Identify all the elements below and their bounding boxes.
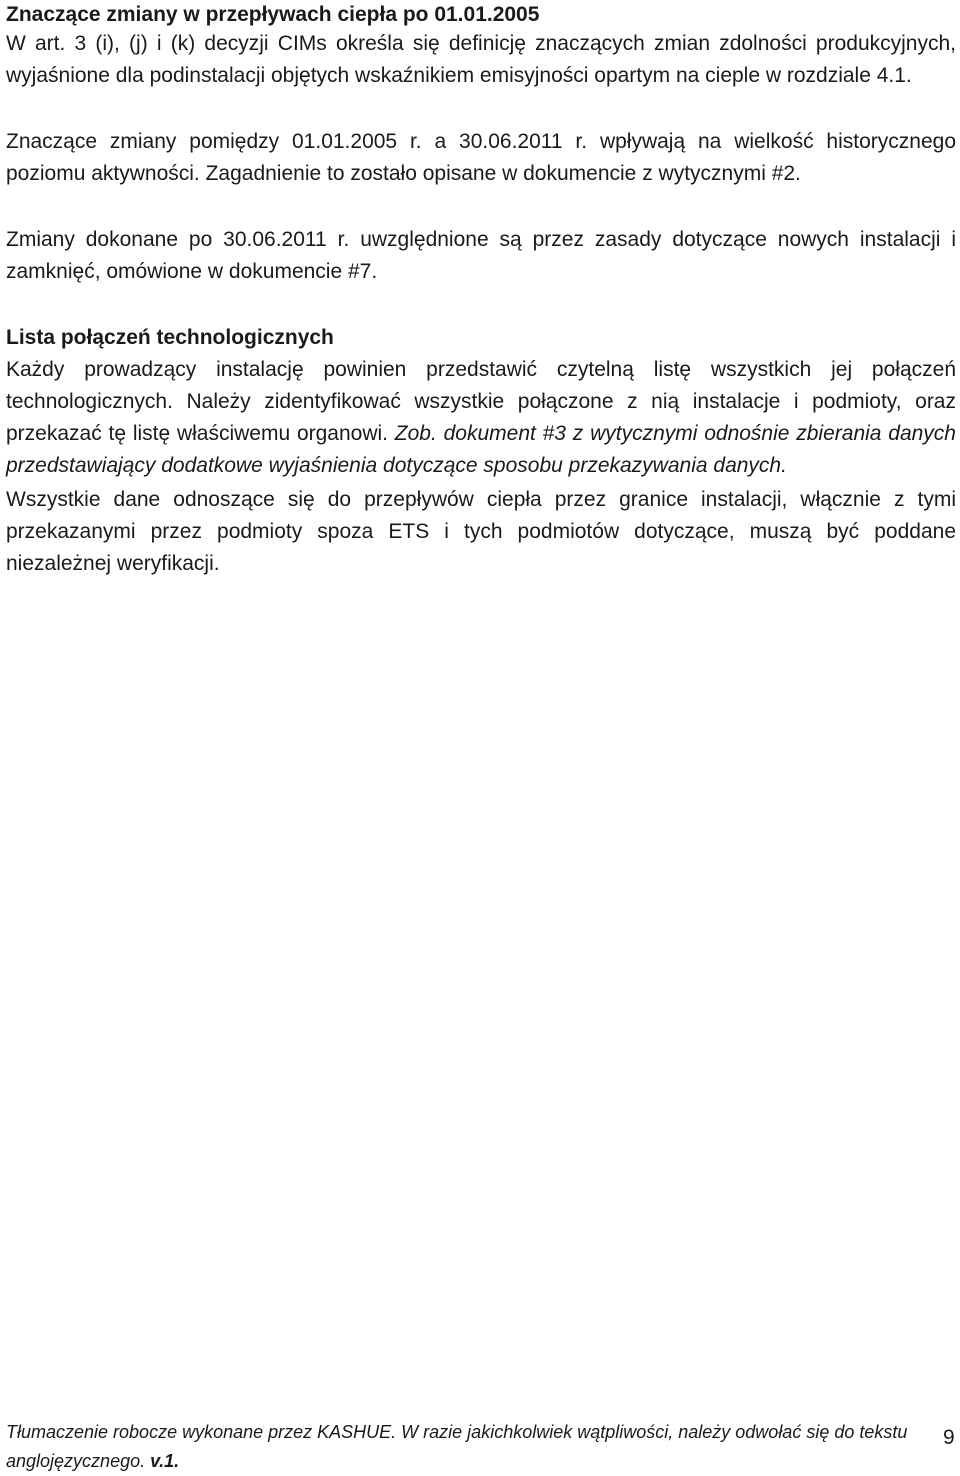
page-footer (6, 1418, 931, 1476)
footer-disclaimer: Tłumaczenie robocze wykonane przez KASHUE. W razie jakichkolwiek wątpliwości, należy odwołać się do tekstu anglojęzycznego. (6, 1422, 908, 1471)
section-heading-technical-connections: Lista połączeń technologicznych (6, 326, 334, 349)
document-page (6, 0, 956, 580)
footer-version: v.1. (150, 1451, 180, 1471)
paragraph-cims-definition: W art. 3 (i), (j) i (k) decyzji CIMs określa się definicję znaczących zmian zdolności produkcyjnych, wyjaśnione dla podinstalacji objętych wskaźnikiem emisyjności opartym na cieple w rozdziale 4.1. (6, 32, 956, 87)
paragraph-changes-after-2011: Zmiany dokonane po 30.06.2011 r. uwzględnione są przez zasady dotyczące nowych instalacji i zamknięć, omówione w dokumencie #7. (6, 228, 956, 283)
paragraph-historical-activity: Znaczące zmiany pomiędzy 01.01.2005 r. a 30.06.2011 r. wpływają na wielkość historycznego poziomu aktywności. Zagadnienie to zostało opisane w dokumencie z wytycznymi #2. (6, 130, 956, 185)
page-number: 9 (943, 1426, 955, 1449)
paragraph-connections-list (6, 354, 956, 482)
connections-list-reference: Zob. dokument #3 z wytycznymi odnośnie zbierania danych przedstawiający dodatkowe wyjaśnienia dotyczące sposobu przekazywania danych. (6, 422, 956, 477)
connections-list-text: Każdy prowadzący instalację powinien przedstawić czytelną listę wszystkich jej połączeń technologicznych. Należy zidentyfikować wszystkie połączone z nią instalacje i podmioty, oraz przekazać tę listę właściwemu organowi. (6, 358, 956, 445)
section-heading-heat-flow-changes: Znaczące zmiany w przepływach ciepła po 01.01.2005 (6, 3, 540, 26)
paragraph-verification: Wszystkie dane odnoszące się do przepływów ciepła przez granice instalacji, włącznie z tymi przekazanymi przez podmioty spoza ETS i tych podmiotów dotyczące, muszą być poddane niezależnej weryfikacji. (6, 488, 956, 575)
